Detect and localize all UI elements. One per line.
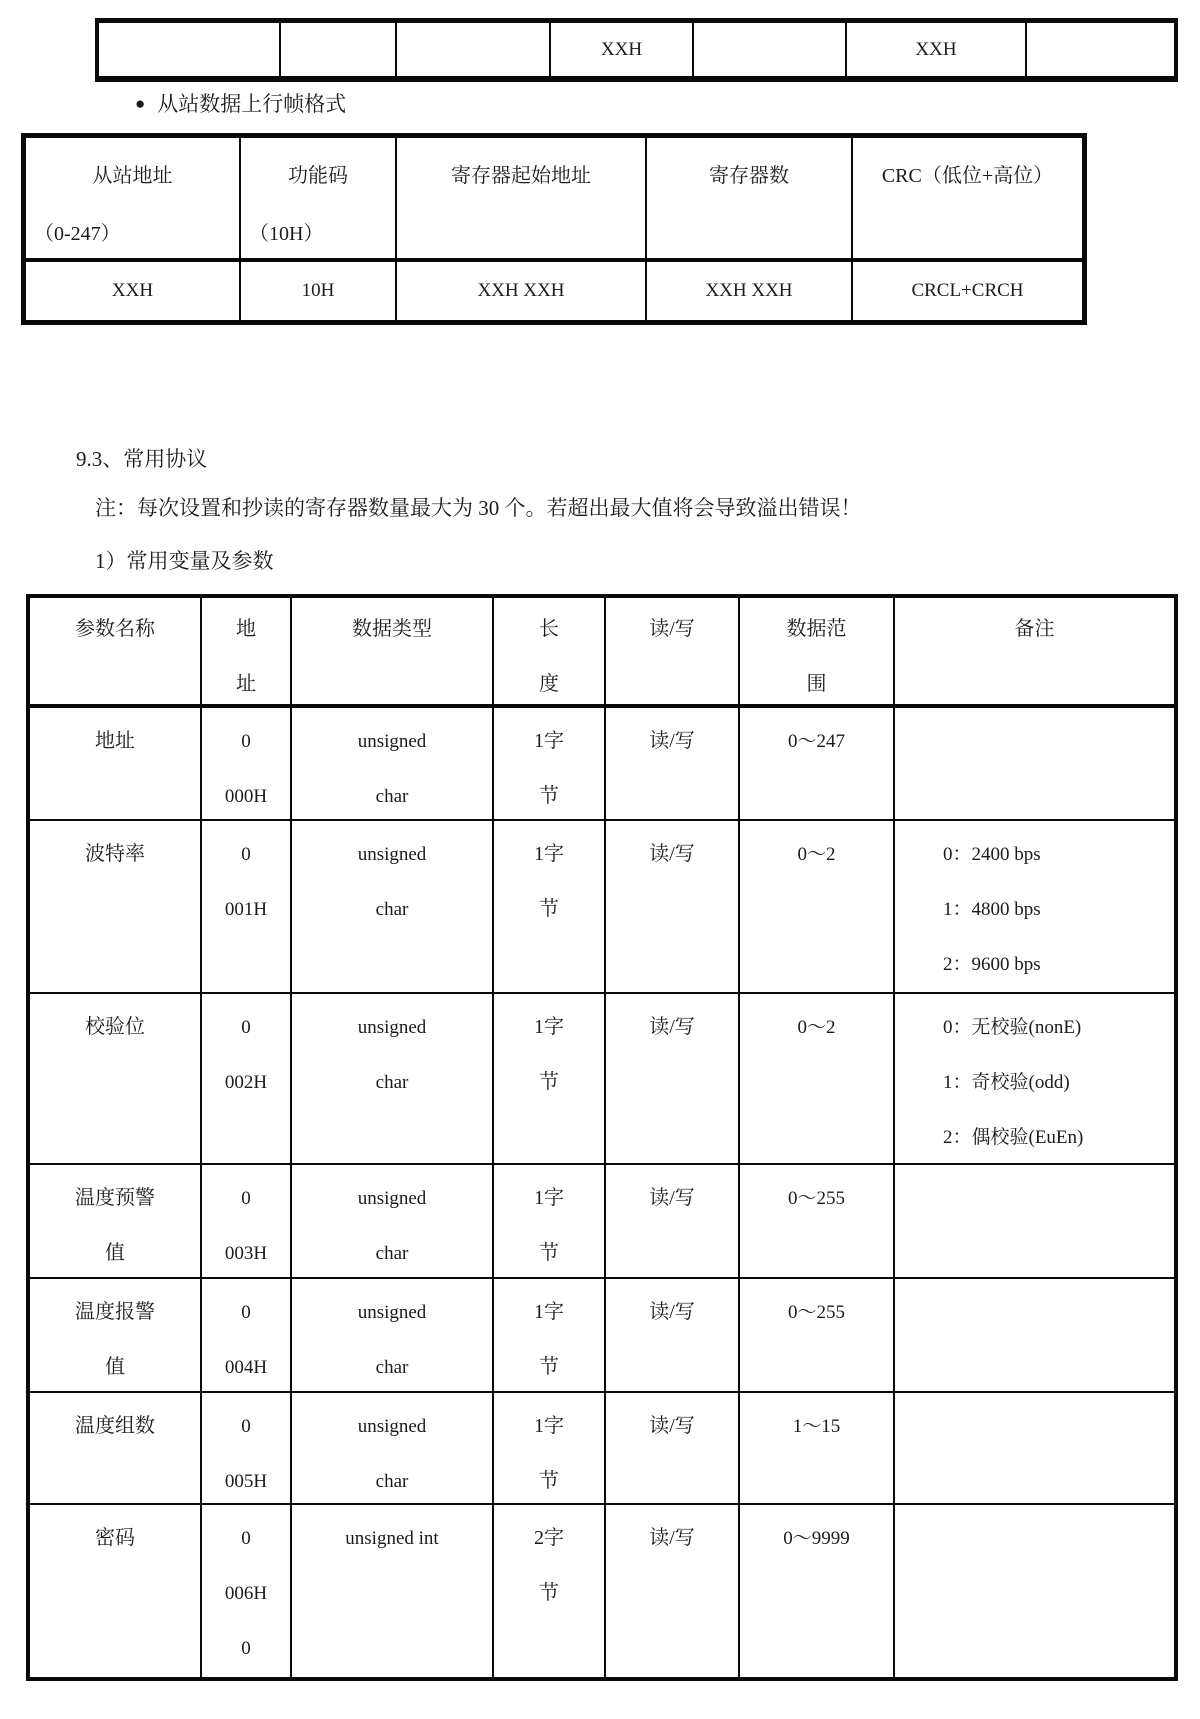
param-remark-cell: 0：无校验(nonE) 1：奇校验(odd) 2：偶校验(EuEn) (943, 1017, 1084, 1148)
section-heading: 9.3、常用协议 (76, 447, 208, 471)
table-header-row (30, 598, 1174, 708)
param-remark-cell (895, 1165, 1174, 1281)
param-address-cell: 0 006H 0 (202, 1505, 292, 1677)
table-row (30, 821, 1174, 994)
param-name-cell: 波特率 (30, 821, 202, 992)
table-cell (397, 23, 551, 76)
header-cell-param-name: 参数名称 (30, 598, 202, 712)
param-length-cell: 1字 节 (494, 1279, 606, 1395)
header-cell-remark: 备注 (1014, 618, 1055, 640)
header-cell-data-range: 数据范 围 (740, 598, 895, 712)
param-name-cell: 地址 (30, 708, 202, 824)
table-cell (99, 23, 281, 76)
param-type-cell: unsigned char (292, 994, 494, 1165)
table-header-row (26, 138, 1082, 262)
table-cell: CRCL+CRCH (911, 280, 1024, 301)
param-length-cell: 1字 节 (494, 1165, 606, 1281)
prev-page-table-fragment (95, 18, 1178, 82)
param-type-cell: unsigned char (292, 708, 494, 824)
param-type-cell: unsigned char (292, 1279, 494, 1395)
header-cell-read-write: 读/写 (606, 598, 740, 712)
param-range-cell: 0～9999 (740, 1505, 895, 1677)
param-length-cell: 1字 节 (494, 1393, 606, 1509)
header-cell-function-code: 功能码 （10H） (241, 138, 397, 260)
param-address-cell: 0 005H (202, 1393, 292, 1509)
uplink-frame-heading-label: 从站数据上行帧格式 (157, 92, 347, 116)
param-remark-cell (895, 1279, 1174, 1395)
param-rw-cell: 读/写 (606, 1279, 740, 1395)
param-type-cell: unsigned char (292, 1165, 494, 1281)
header-cell-data-type: 数据类型 (292, 598, 494, 712)
table-row (30, 1505, 1174, 1677)
table-cell: XXH XXH (647, 262, 853, 320)
param-range-cell: 1～15 (740, 1393, 895, 1509)
table-row (30, 1279, 1174, 1393)
param-range-cell: 0～2 (740, 994, 895, 1165)
param-range-cell: 0～247 (740, 708, 895, 824)
table-cell (694, 23, 847, 76)
param-address-cell: 0 003H (202, 1165, 292, 1281)
param-type-cell: unsigned char (292, 1393, 494, 1509)
table-row (30, 708, 1174, 821)
subsection-heading: 1）常用变量及参数 (95, 549, 274, 573)
param-remark-cell (895, 1505, 1174, 1677)
param-rw-cell: 读/写 (606, 994, 740, 1165)
param-rw-cell: 读/写 (606, 1505, 740, 1677)
table-row (30, 1165, 1174, 1279)
table-row (30, 1393, 1174, 1505)
table-row (30, 994, 1174, 1165)
param-type-cell: unsigned int (292, 1505, 494, 1677)
header-cell-register-start: 寄存器起始地址 (397, 138, 647, 260)
param-length-cell: 2字 节 (494, 1505, 606, 1677)
bullet-icon: ● (135, 94, 146, 113)
param-remark-cell (895, 708, 1174, 824)
param-length-cell: 1字 节 (494, 994, 606, 1165)
param-rw-cell: 读/写 (606, 1393, 740, 1509)
note-text: 注：每次设置和抄读的寄存器数量最大为 30 个。若超出最大值将会导致溢出错误！ (95, 496, 862, 520)
table-cell: XXH (847, 23, 1027, 76)
header-cell-address: 地 址 (202, 598, 292, 712)
table-cell (281, 23, 397, 76)
header-cell-length: 长 度 (494, 598, 606, 712)
param-length-cell: 1字 节 (494, 821, 606, 992)
table-row (26, 262, 1082, 320)
param-address-cell: 0 000H (202, 708, 292, 824)
param-rw-cell: 读/写 (606, 1165, 740, 1281)
uplink-frame-table (21, 133, 1087, 325)
param-rw-cell: 读/写 (606, 708, 740, 824)
table-cell (1027, 23, 1174, 76)
param-address-cell: 0 004H (202, 1279, 292, 1395)
param-name-cell: 温度报警 值 (30, 1279, 202, 1395)
param-name-cell: 温度预警 值 (30, 1165, 202, 1281)
param-name-cell: 校验位 (30, 994, 202, 1165)
param-name-cell: 密码 (30, 1505, 202, 1677)
table-cell: XXH (26, 262, 241, 320)
params-table (26, 594, 1178, 1681)
param-length-cell: 1字 节 (494, 708, 606, 824)
param-range-cell: 0～255 (740, 1279, 895, 1395)
table-cell: XXH (551, 23, 694, 76)
param-range-cell: 0～2 (740, 821, 895, 992)
param-name-cell: 温度组数 (30, 1393, 202, 1509)
table-cell: XXH XXH (397, 262, 647, 320)
header-cell-crc: CRC（低位+高位） (881, 164, 1054, 187)
header-cell-slave-address: 从站地址 （0-247） (26, 138, 241, 260)
param-address-cell: 0 002H (202, 994, 292, 1165)
param-range-cell: 0～255 (740, 1165, 895, 1281)
param-remark-cell (895, 1393, 1174, 1509)
param-type-cell: unsigned char (292, 821, 494, 992)
param-rw-cell: 读/写 (606, 821, 740, 992)
param-address-cell: 0 001H (202, 821, 292, 992)
header-cell-register-count: 寄存器数 (647, 138, 853, 260)
param-remark-cell: 0：2400 bps 1：4800 bps 2：9600 bps (943, 844, 1041, 975)
table-cell: 10H (241, 262, 397, 320)
uplink-frame-heading (135, 92, 346, 116)
